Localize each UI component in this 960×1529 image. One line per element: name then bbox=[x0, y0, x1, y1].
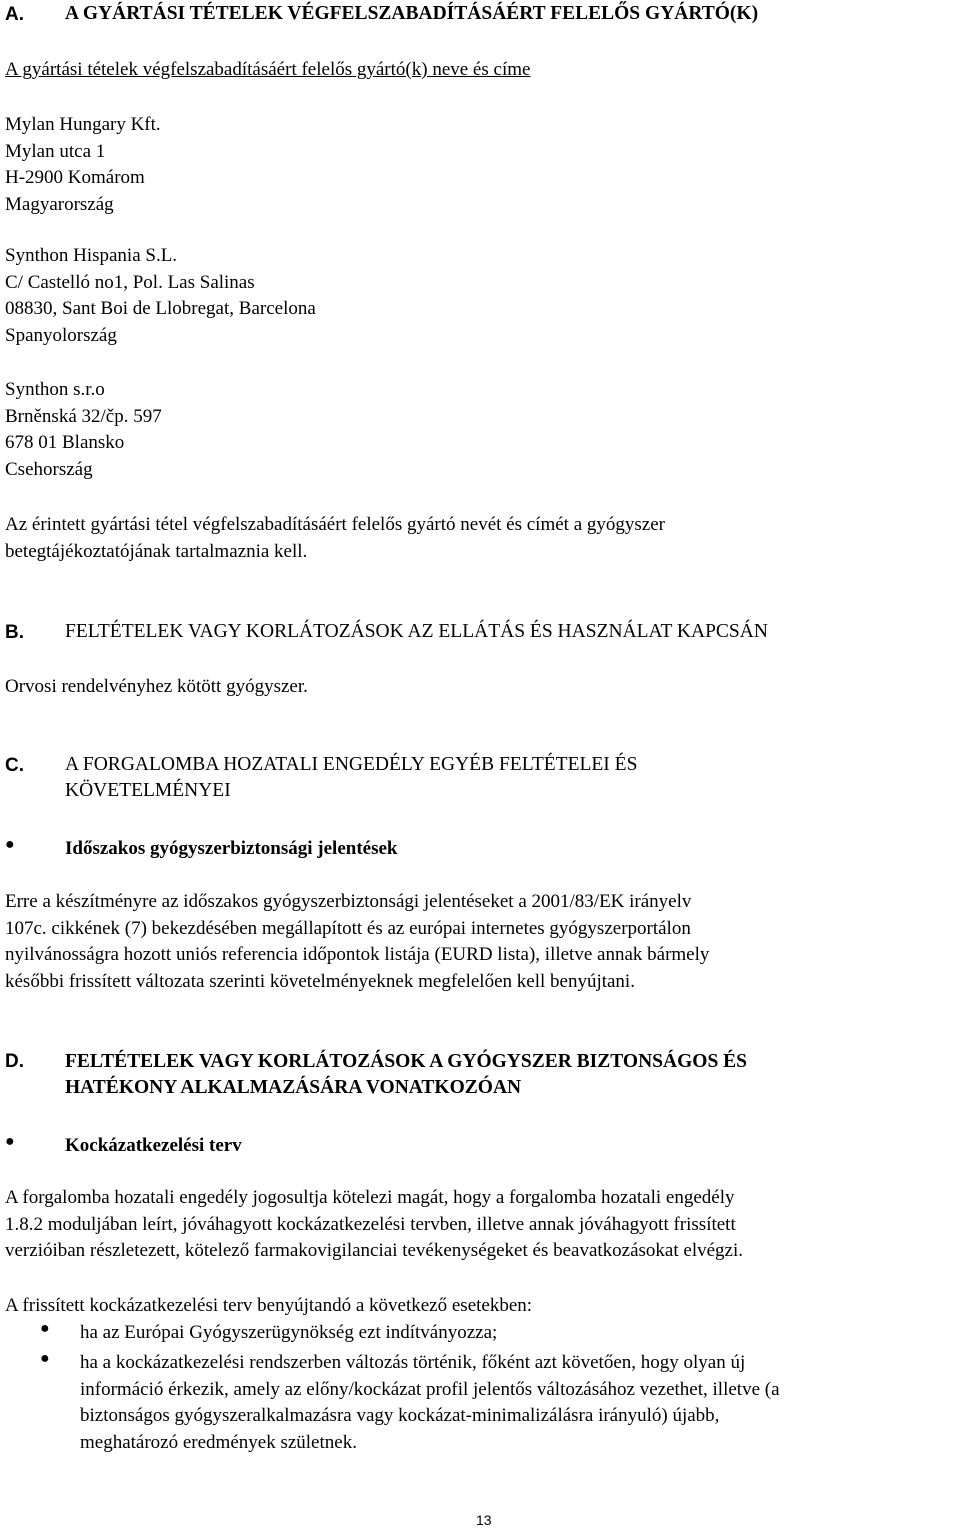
address-line: Spanyolország bbox=[5, 324, 117, 346]
section-d-bullet-heading: Kockázatkezelési terv bbox=[65, 1135, 242, 1156]
paragraph-line: verzióiban részletezett, kötelező farmakovigilanciai tevékenységeket és beavatkozásokat elvégzi. bbox=[5, 1240, 744, 1261]
section-c-paragraph bbox=[5, 889, 709, 995]
title-line: A FORGALOMBA HOZATALI ENGEDÉLY EGYÉB FELTÉTELEI ÉS bbox=[65, 754, 638, 775]
list-item bbox=[80, 1320, 497, 1347]
list-item-line: ha a kockázatkezelési rendszerben változás történik, főként azt követően, hogy olyan új bbox=[80, 1352, 746, 1373]
title-line: KÖVETELMÉNYEI bbox=[65, 780, 231, 801]
section-a-title: A GYÁRTÁSI TÉTELEK VÉGFELSZABADÍTÁSÁÉRT FELELŐS GYÁRTÓ(K) bbox=[65, 3, 759, 24]
section-c-title bbox=[65, 752, 637, 804]
list-item bbox=[80, 1350, 780, 1456]
paragraph-line: nyilvánosságra hozott uniós referencia időpontok listája (EURD lista), illetve annak bármely bbox=[5, 944, 710, 965]
note-line: betegtájékoztatójának tartalmaznia kell. bbox=[5, 540, 308, 562]
title-line: HATÉKONY ALKALMAZÁSÁRA VONATKOZÓAN bbox=[65, 1077, 522, 1098]
paragraph-line: 1.8.2 moduljában leírt, jóváhagyott kockázatkezelési tervben, illetve annak jóváhagyott frissített bbox=[5, 1213, 736, 1235]
address-line: 678 01 Blansko bbox=[5, 432, 125, 453]
manufacturer-address-3 bbox=[5, 377, 162, 483]
address-line: Brněnská 32/čp. 597 bbox=[5, 405, 162, 427]
section-d-paragraph bbox=[5, 1185, 743, 1265]
paragraph-line: Erre a készítményre az időszakos gyógyszerbiztonsági jelentéseket a 2001/83/EK irányelv bbox=[5, 891, 692, 912]
section-b-letter: B. bbox=[5, 622, 24, 643]
bullet-icon: ● bbox=[5, 1133, 15, 1150]
section-a-letter: A. bbox=[5, 4, 24, 25]
address-line: Synthon Hispania S.L. bbox=[5, 245, 178, 266]
list-item-line: meghatározó eredmények születnek. bbox=[80, 1431, 357, 1453]
bullet-icon: ● bbox=[5, 836, 15, 853]
address-line: C/ Castelló no1, Pol. Las Salinas bbox=[5, 271, 255, 293]
address-line: H-2900 Komárom bbox=[5, 167, 145, 188]
list-item-line: információ érkezik, amely az előny/kockázat profil jelentős változásához vezethet, illetve (a bbox=[80, 1378, 780, 1400]
address-line: Synthon s.r.o bbox=[5, 379, 105, 400]
note-line: Az érintett gyártási tétel végfelszabadításáért felelős gyártó nevét és címét a gyógyszer bbox=[5, 514, 665, 535]
section-a-subheading: A gyártási tételek végfelszabadításáért felelős gyártó(k) neve és címe bbox=[5, 59, 531, 80]
section-b-title: FELTÉTELEK VAGY KORLÁTOZÁSOK AZ ELLÁTÁS ÉS HASZNÁLAT KAPCSÁN bbox=[65, 621, 768, 642]
paragraph-line: későbbi frissített változata szerinti követelményeknek megfelelően kell benyújtani. bbox=[5, 970, 635, 992]
page-number: 13 bbox=[476, 1512, 492, 1528]
manufacturer-address-2 bbox=[5, 243, 316, 349]
address-line: 08830, Sant Boi de Llobregat, Barcelona bbox=[5, 298, 316, 319]
bullet-icon: ● bbox=[40, 1350, 50, 1367]
section-d-intro: A frissített kockázatkezelési terv benyújtandó a következő esetekben: bbox=[5, 1295, 533, 1316]
list-item-line: ha az Európai Gyógyszerügynökség ezt indítványozza; bbox=[80, 1322, 498, 1343]
paragraph-line: A forgalomba hozatali engedély jogosultja kötelezi magát, hogy a forgalomba hozatali engedély bbox=[5, 1187, 735, 1208]
section-a-note bbox=[5, 512, 665, 565]
section-d-letter: D. bbox=[5, 1051, 24, 1072]
bullet-icon: ● bbox=[40, 1320, 50, 1337]
address-line: Mylan utca 1 bbox=[5, 140, 106, 162]
section-d-title bbox=[65, 1049, 747, 1101]
section-b-text: Orvosi rendelvényhez kötött gyógyszer. bbox=[5, 676, 308, 697]
paragraph-line: 107c. cikkének (7) bekezdésében megállapított és az európai internetes gyógyszerportálon bbox=[5, 917, 691, 939]
manufacturer-address-1 bbox=[5, 112, 161, 218]
section-c-letter: C. bbox=[5, 755, 24, 776]
title-line: FELTÉTELEK VAGY KORLÁTOZÁSOK A GYÓGYSZER BIZTONSÁGOS ÉS bbox=[65, 1051, 748, 1072]
list-item-line: biztonságos gyógyszeralkalmazásra vagy kockázat-minimalizálásra irányuló) újabb, bbox=[80, 1405, 720, 1426]
address-line: Csehország bbox=[5, 458, 93, 480]
section-c-bullet-heading: Időszakos gyógyszerbiztonsági jelentések bbox=[65, 838, 398, 859]
address-line: Mylan Hungary Kft. bbox=[5, 114, 161, 135]
address-line: Magyarország bbox=[5, 193, 114, 215]
